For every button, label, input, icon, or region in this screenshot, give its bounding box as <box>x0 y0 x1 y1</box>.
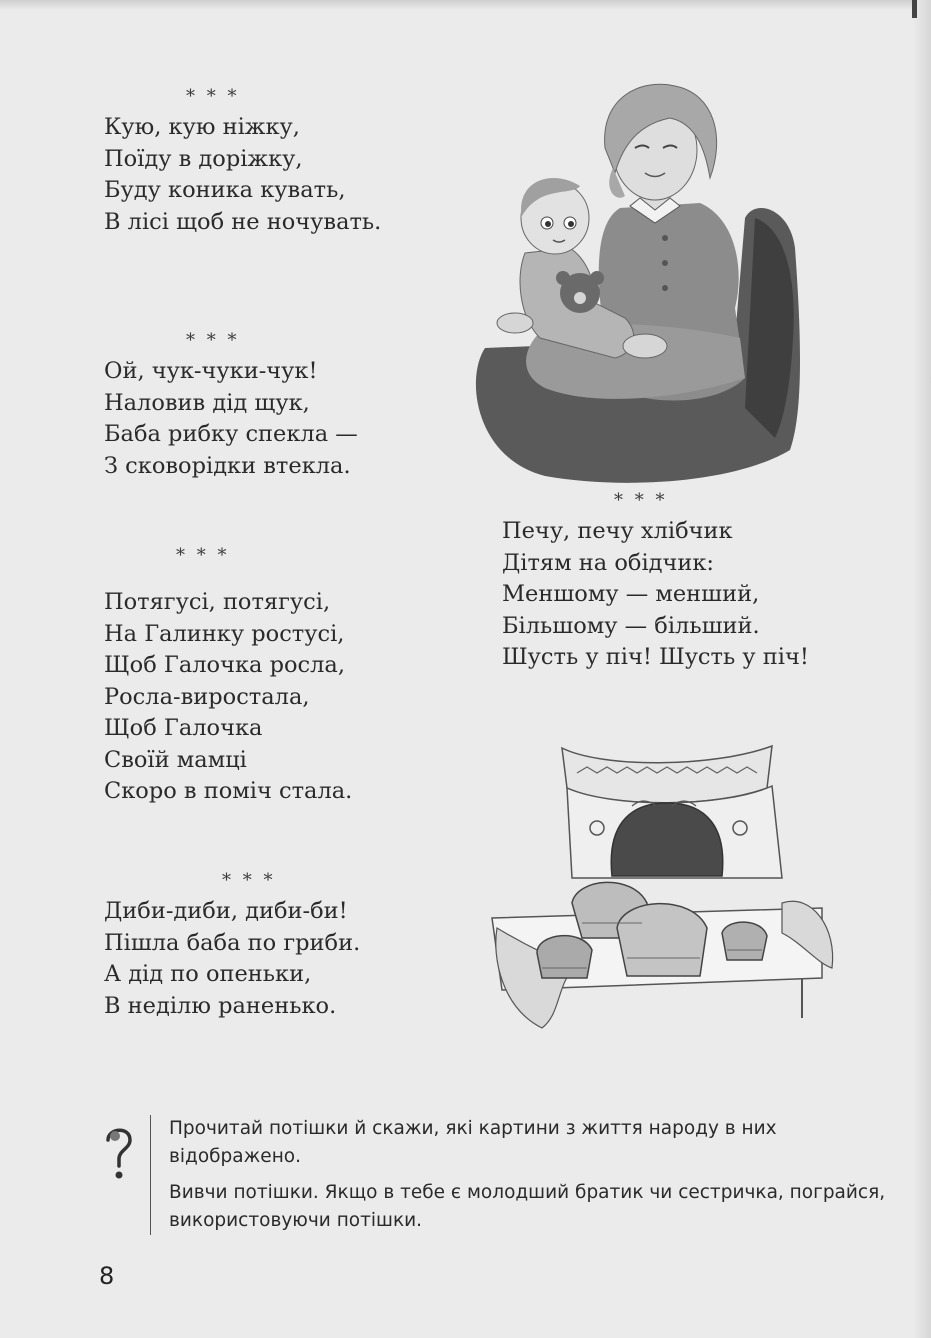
poem-line: Шусть у піч! Шусть у піч! <box>502 644 809 670</box>
poem-line: Скоро в поміч стала. <box>104 778 353 804</box>
poem-line: Наловив дід щук, <box>104 389 310 416</box>
poem-5 <box>502 490 809 674</box>
poem-1 <box>104 86 381 238</box>
poem-line: В неділю раненько. <box>104 992 337 1019</box>
poem-line: Росла-виростала, <box>104 683 310 710</box>
poem-line: Баба рибку спекла — <box>104 421 358 447</box>
task-2: Вивчи потішки. Якщо в тебе є молодший братик чи сестричка, пограйся, використовуючи потішки. <box>169 1182 886 1231</box>
poem-3 <box>104 545 352 808</box>
poem-line: Кую, кую ніжку, <box>104 114 300 140</box>
poem-line: Щоб Галочка <box>104 715 263 741</box>
poem-line: Більшому — більший. <box>502 612 760 639</box>
page-right-edge <box>913 0 931 1338</box>
poem-line: Меншому — менший, <box>502 581 760 607</box>
task-1: Прочитай потішки й скажи, які картини з життя народу в них відображено. <box>169 1118 777 1167</box>
mother-child-illustration <box>455 78 805 488</box>
question-mark-icon <box>102 1122 136 1184</box>
page-top-edge <box>0 0 931 10</box>
poem-line: Буду коника кувать, <box>104 177 346 203</box>
poem-line: В лісі щоб не ночувать. <box>104 208 382 235</box>
poem-line: А дід по опеньки, <box>104 961 312 987</box>
poem-4 <box>104 870 360 1022</box>
stanza-separator: * * * <box>176 545 230 566</box>
oven-bread-illustration <box>482 728 840 1048</box>
page-number: 8 <box>99 1262 115 1290</box>
stanza-separator: * * * <box>186 330 240 351</box>
poem-line: Пішла баба по гриби. <box>104 929 361 956</box>
poem-line: Поїду в доріжку, <box>104 145 303 172</box>
poem-line: З сковорідки втекла. <box>104 452 351 479</box>
poem-line: Печу, печу хлібчик <box>502 518 733 544</box>
task-box <box>150 1115 889 1235</box>
poem-2 <box>104 330 358 482</box>
poem-line: На Галинку ростусі, <box>104 620 345 647</box>
binding-mark <box>912 0 917 18</box>
poem-line: Ой, чук-чуки-чук! <box>104 358 318 384</box>
poem-line: Дітям на обідчик: <box>502 549 715 576</box>
poem-line: Щоб Галочка росла, <box>104 652 345 678</box>
poem-line: Потягусі, потягусі, <box>104 589 331 615</box>
stanza-separator: * * * <box>222 870 276 891</box>
poem-line: Диби-диби, диби-би! <box>104 898 348 924</box>
poem-line: Своїй мамці <box>104 746 247 773</box>
stanza-separator: * * * <box>614 490 668 511</box>
stanza-separator: * * * <box>186 86 240 107</box>
